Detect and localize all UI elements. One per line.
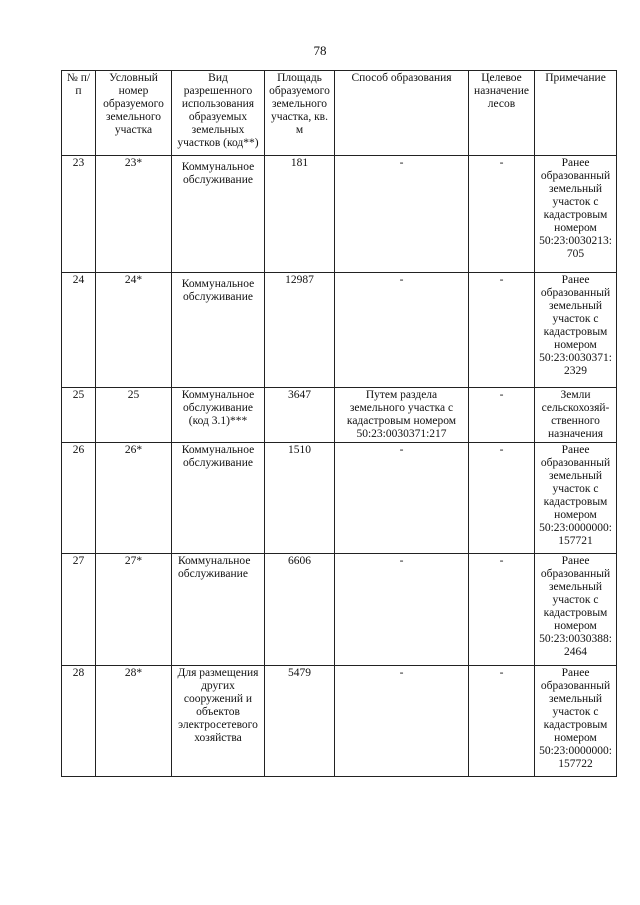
row-forest-purpose: - xyxy=(469,443,535,554)
table-row xyxy=(62,156,617,273)
row-area: 3647 xyxy=(265,388,335,443)
row-permitted-use: Коммунальное обслуживание xyxy=(172,273,265,388)
table-row xyxy=(62,554,617,666)
row-permitted-use: Коммунальное обслуживание xyxy=(172,443,265,554)
row-number: 25 xyxy=(62,388,96,443)
land-plots-table xyxy=(61,70,617,777)
row-formation-method: - xyxy=(335,554,469,666)
row-area: 181 xyxy=(265,156,335,273)
table-row xyxy=(62,388,617,443)
header-formation-method: Способ образования xyxy=(335,71,469,156)
row-area: 6606 xyxy=(265,554,335,666)
header-number: № п/п xyxy=(62,71,96,156)
row-area: 5479 xyxy=(265,666,335,777)
header-forest-purpose: Целевое назначение лесов xyxy=(469,71,535,156)
row-conditional-number: 27* xyxy=(96,554,172,666)
row-forest-purpose: - xyxy=(469,388,535,443)
row-conditional-number: 24* xyxy=(96,273,172,388)
row-forest-purpose: - xyxy=(469,156,535,273)
row-permitted-use: Коммунальное обслуживание (код 3.1)*** xyxy=(172,388,265,443)
header-permitted-use: Вид разрешенного использования образуемых земельных участков (код**) xyxy=(172,71,265,156)
row-conditional-number: 26* xyxy=(96,443,172,554)
table-row xyxy=(62,443,617,554)
row-number: 28 xyxy=(62,666,96,777)
row-forest-purpose: - xyxy=(469,666,535,777)
header-area: Площадь образуемого земельного участка, кв. м xyxy=(265,71,335,156)
table-row xyxy=(62,273,617,388)
row-number: 23 xyxy=(62,156,96,273)
table-row xyxy=(62,666,617,777)
row-conditional-number: 23* xyxy=(96,156,172,273)
row-number: 27 xyxy=(62,554,96,666)
row-formation-method: - xyxy=(335,666,469,777)
row-permitted-use: Коммунальное обслуживание xyxy=(172,554,265,666)
table-header-row xyxy=(62,71,617,156)
row-conditional-number: 28* xyxy=(96,666,172,777)
row-note: Ранее образованный земельный участок с кадастровым номером 50:23:0000000: 157721 xyxy=(535,443,617,554)
row-conditional-number: 25 xyxy=(96,388,172,443)
row-area: 12987 xyxy=(265,273,335,388)
row-note: Ранее образованный земельный участок с кадастровым номером 50:23:0030388: 2464 xyxy=(535,554,617,666)
row-number: 24 xyxy=(62,273,96,388)
header-note: Примечание xyxy=(535,71,617,156)
row-permitted-use: Коммунальное обслуживание xyxy=(172,156,265,273)
row-number: 26 xyxy=(62,443,96,554)
row-note: Ранее образованный земельный участок с кадастровым номером 50:23:0030371: 2329 xyxy=(535,273,617,388)
row-forest-purpose: - xyxy=(469,554,535,666)
row-area: 1510 xyxy=(265,443,335,554)
row-formation-method: - xyxy=(335,443,469,554)
row-formation-method: - xyxy=(335,156,469,273)
row-note: Ранее образованный земельный участок с кадастровым номером 50:23:0030213: 705 xyxy=(535,156,617,273)
header-conditional-number: Условный номер образуемого земельного участка xyxy=(96,71,172,156)
row-permitted-use: Для размещения других сооружений и объектов электросетевого хозяйства xyxy=(172,666,265,777)
row-forest-purpose: - xyxy=(469,273,535,388)
row-formation-method: Путем раздела земельного участка с кадастровым номером 50:23:0030371:217 xyxy=(335,388,469,443)
row-formation-method: - xyxy=(335,273,469,388)
row-note: Земли сельскохозяй- ственного назначения xyxy=(535,388,617,443)
page-number: 78 xyxy=(313,43,327,58)
row-note: Ранее образованный земельный участок с кадастровым номером 50:23:0000000: 157722 xyxy=(535,666,617,777)
